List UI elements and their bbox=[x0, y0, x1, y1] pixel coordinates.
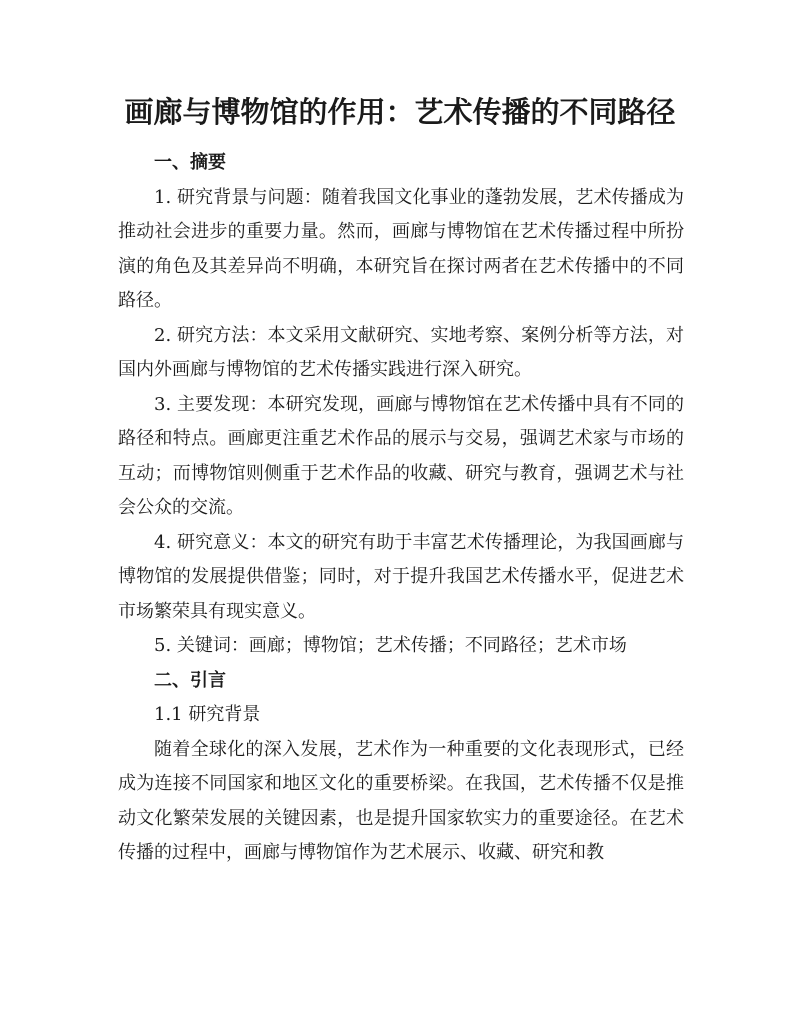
document-title: 画廊与博物馆的作用：艺术传播的不同路径 bbox=[124, 95, 676, 129]
paragraph-research-significance: 4. 研究意义：本文的研究有助于丰富艺术传播理论，为我国画廊与博物馆的发展提供借鉴；同时，对于提升我国艺术传播水平，促进艺术市场繁荣具有现实意义。 bbox=[118, 531, 684, 622]
paragraph-main-findings: 3. 主要发现：本研究发现，画廊与博物馆在艺术传播中具有不同的路径和特点。画廊更注重艺术作品的展示与交易，强调艺术家与市场的互动；而博物馆则侧重于艺术作品的收藏、研究与教育，强调艺术与社会公众的交流。 bbox=[118, 393, 684, 518]
paragraph-research-method: 2. 研究方法：本文采用文献研究、实地考察、案例分析等方法，对国内外画廊与博物馆的艺术传播实践进行深入研究。 bbox=[118, 324, 684, 380]
paragraph-keywords: 5. 关键词：画廊；博物馆；艺术传播；不同路径；艺术市场 bbox=[154, 635, 627, 656]
paragraph-intro-background: 随着全球化的深入发展，艺术作为一种重要的文化表现形式，已经成为连接不同国家和地区文化的重要桥梁。在我国，艺术传播不仅是推动文化繁荣发展的关键因素，也是提升国家软实力的重要途径。在艺术传播的过程中，画廊与博物馆作为艺术展示、收藏、研究和教 bbox=[118, 738, 684, 863]
paragraph-research-background: 1. 研究背景与问题：随着我国文化事业的蓬勃发展，艺术传播成为推动社会进步的重要力量。然而，画廊与博物馆在艺术传播过程中所扮演的角色及其差异尚不明确，本研究旨在探讨两者在艺术传播中的不同路径。 bbox=[118, 186, 684, 311]
document-body bbox=[118, 146, 684, 871]
subsection-heading-1-1: 1.1 研究背景 bbox=[154, 704, 261, 725]
section-heading-introduction: 二、引言 bbox=[154, 669, 226, 691]
section-heading-abstract: 一、摘要 bbox=[154, 152, 226, 173]
